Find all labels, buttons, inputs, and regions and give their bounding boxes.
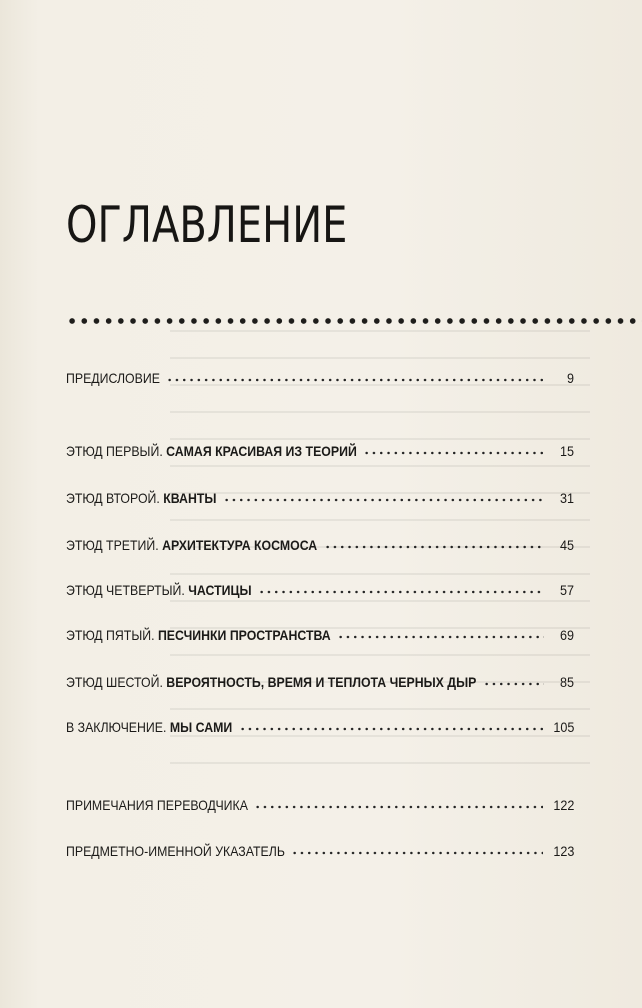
toc-entry-prefix: ПРЕДМЕТНО-ИМЕННОЙ УКАЗАТЕЛЬ [66, 843, 285, 859]
toc-entry-conclusion[interactable] [66, 715, 574, 739]
toc-page-number: 9 [566, 370, 574, 386]
toc-entry-study-3[interactable] [66, 533, 574, 557]
toc-entry-preface[interactable] [66, 366, 574, 390]
toc-page-number: 105 [552, 719, 574, 735]
dot-leader [337, 635, 544, 639]
table-of-contents [66, 0, 574, 1008]
dot-leader [239, 727, 543, 731]
toc-page-number: 15 [559, 443, 574, 459]
dot-leader [166, 378, 544, 382]
toc-entry-name: АРХИТЕКТУРА КОСМОСА [162, 537, 318, 553]
toc-entry-prefix: В ЗАКЛЮЧЕНИЕ. [66, 719, 167, 735]
dot-leader [483, 682, 544, 686]
toc-entry-prefix: ЭТЮД ПЯТЫЙ. [66, 627, 155, 643]
toc-entry-prefix: ПРЕДИСЛОВИЕ [66, 370, 160, 386]
toc-entry-study-6[interactable] [66, 670, 574, 694]
toc-entry-prefix: ЭТЮД ТРЕТИЙ. [66, 537, 159, 553]
toc-entry-name: САМАЯ КРАСИВАЯ ИЗ ТЕОРИЙ [166, 443, 357, 459]
dot-leader [363, 451, 544, 455]
toc-entry-name: ПЕСЧИНКИ ПРОСТРАНСТВА [157, 627, 331, 643]
toc-entry-study-5[interactable] [66, 623, 574, 647]
toc-entry-prefix: ЭТЮД ВТОРОЙ. [66, 490, 160, 506]
toc-page-number: 85 [559, 674, 574, 690]
toc-entry-prefix: ЭТЮД ПЕРВЫЙ. [66, 443, 163, 459]
dot-leader [223, 498, 544, 502]
toc-entry-index[interactable] [66, 839, 574, 863]
toc-page-number: 123 [552, 843, 574, 859]
toc-entry-translator-notes[interactable] [66, 793, 574, 817]
toc-entry-study-4[interactable] [66, 578, 574, 602]
toc-page-number: 45 [559, 537, 574, 553]
dot-leader [324, 545, 544, 549]
dot-leader [254, 805, 543, 809]
toc-entry-name: МЫ САМИ [169, 719, 233, 735]
toc-entry-study-2[interactable] [66, 486, 574, 510]
toc-entry-study-1[interactable] [66, 439, 574, 463]
toc-page-number: 122 [552, 797, 574, 813]
toc-entry-prefix: ЭТЮД ЧЕТВЕРТЫЙ. [66, 582, 185, 598]
toc-page-number: 57 [559, 582, 574, 598]
dot-leader [291, 851, 543, 855]
toc-page-number: 31 [559, 490, 574, 506]
toc-entry-prefix: ЭТЮД ШЕСТОЙ. [66, 674, 163, 690]
toc-entry-prefix: ПРИМЕЧАНИЯ ПЕРЕВОДЧИКА [66, 797, 248, 813]
dot-leader [258, 590, 544, 594]
toc-entry-name: ВЕРОЯТНОСТЬ, ВРЕМЯ И ТЕПЛОТА ЧЕРНЫХ ДЫР [166, 674, 477, 690]
toc-page-number: 69 [559, 627, 574, 643]
toc-entry-name: КВАНТЫ [163, 490, 217, 506]
page-title: ОГЛАВЛЕНИЕ [66, 196, 348, 254]
toc-entry-name: ЧАСТИЦЫ [188, 582, 252, 598]
